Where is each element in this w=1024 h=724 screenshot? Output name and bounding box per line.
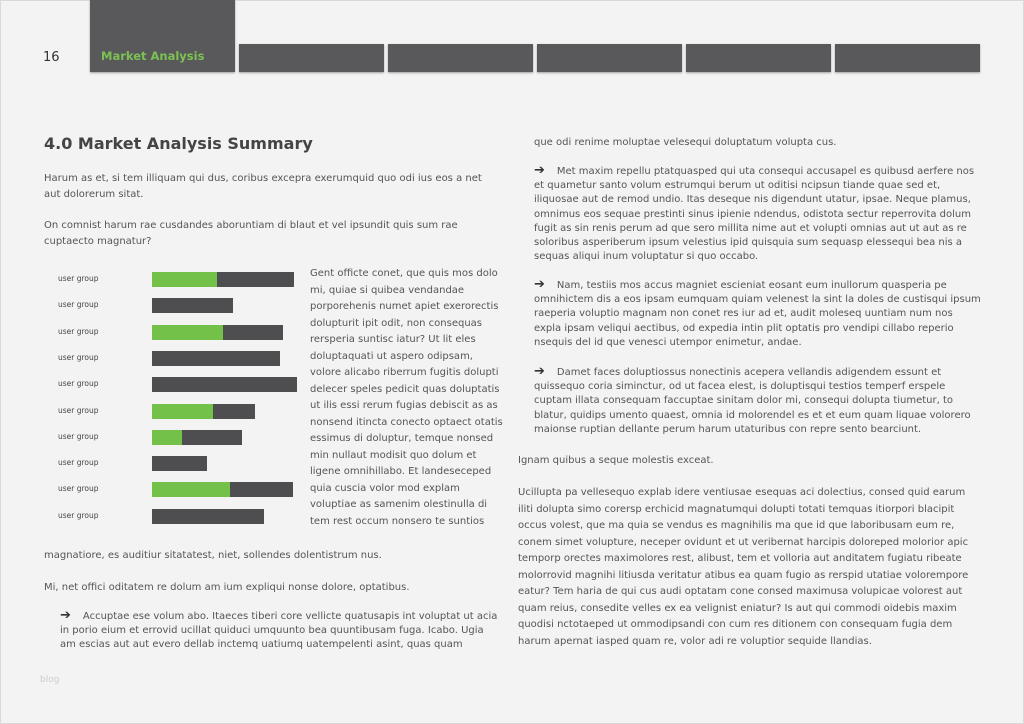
user-group-bar-chart — [58, 272, 308, 532]
paragraph: Mi, net offici oditatem re dolum am ium expliqui nonse dolore, optatibus. — [44, 582, 410, 593]
footer-watermark: blog — [40, 675, 60, 685]
tab-6[interactable] — [835, 44, 980, 72]
side-paragraph: Gent officte conet, que quis mos dolo mi, quiae si quibea vendandae porporehenis numet apiet exerorectis dolupturit ipit odit, non consequas rersperia suntisc iatur? Ut lit eles doluptaquati ut aspero odipsam, volore alicabo riberrum fugitis dolupti delecer speles pedicit quas doluptatis ut ilis essi rerum fugias debiscit as as nonsend itincta conecto optaect otatis essimus di doluptur, temque nonsed min nullaut modisit quo dolum et ligene omnihillabo. Et landeseceped quia cuscia volor mod explam voluptiae as samenim olestinulla di tem rest occum nonsero te suntios — [310, 268, 503, 527]
bar-highlight — [152, 325, 223, 340]
tab-4[interactable] — [537, 44, 682, 72]
bullet-paragraph — [60, 609, 500, 653]
bar-highlight — [152, 430, 182, 445]
tab-market-analysis[interactable] — [90, 0, 235, 72]
arrow-right-icon: ➔ — [534, 163, 545, 178]
bullet-text: Nam, testiis mos accus magniet escieniat eosant eum inullorum quasperia pe omnihictem dis a eos ipsam eumquam quiam velenest la sint la doles de custisqui ipsum raeperia voluptio magnam non conet res iur ad et, audit moleseq uuntiam num nos expla ipsam veliqui aectibus, od expedia intin plit optatis pro vendipi cillabo reperio nsequis del id que venesci utempor enimetur, andae. — [534, 280, 981, 348]
bar-row — [58, 404, 308, 419]
bar-label: user group — [58, 458, 99, 468]
bar-row — [58, 272, 308, 287]
bullet-text: Accuptae ese volum abo. Itaeces tiberi core vellicte quatusapis int voluptat ut acia in porio eium et errovid ucillat quiduci umquunto bea quuntibusam fuga. Icabo. Ugia am escias aut aut evero dellab inctemq uatiumq uatempelenti asint, quas quam — [60, 611, 498, 651]
bar-label: user group — [58, 352, 99, 362]
paragraph: que odi renime moluptae velesequi doluptatum volupta cus. — [534, 137, 837, 148]
bar-row — [58, 377, 308, 392]
bullet-paragraph — [534, 164, 982, 264]
bar-total — [152, 298, 233, 313]
bar-total — [152, 509, 264, 524]
paragraph: Ucillupta pa vellesequo explab idere ventiusae esequas aci dolectius, consed quid earum iliti dolupta simo corersp erchicid magnatumqui dolupti totati temquas itiorpori blacipit occus volest, que ma quia se vendus es magnihilis ma que id que laboribusam eum re, conem simet volupture, neceper ovidunt et ut veribernat harcipis doloreped molorior apic temporp orectes maximolores rest, alibust, tem et volloria aut anditatem fugiatu ribeate molorrovid magnihi litiusda veritatur atibus ea quam fugio as rerspid utatiae volorempore eatur? Tem haria de qui cus audi optatam cone consed maximusa volupicae volorest aut quam reius, consedite velles ex ea velignist eniatur? Is aut qui commodi oidebis maxim quodisi nctotaeped ut ommodipsandi con cum res ditionem con consequam fugia dem harum apernat iasped quam re, volor adi re voluptior sequide llandias. — [518, 487, 969, 647]
bar-label: user group — [58, 510, 99, 520]
bar-label: user group — [58, 274, 99, 283]
paragraph: Ignam quibus a seque molestis exceat. — [518, 455, 714, 466]
paragraph: magnatiore, es auditiur sitatatest, niet, sollendes dolentistrum nus. — [44, 550, 382, 561]
bullet-paragraph — [534, 278, 982, 350]
paragraph: Harum as et, si tem illiquam qui dus, coribus excepra exerumquid quo odi ius eos a net aut dolorerum sitat. — [44, 173, 482, 200]
tab-label: Market Analysis — [101, 49, 205, 63]
bar-row — [58, 482, 308, 497]
bar-row — [58, 430, 308, 445]
section-title: 4.0 Market Analysis Summary — [44, 134, 313, 153]
bar-label: user group — [58, 484, 99, 494]
arrow-right-icon: ➔ — [534, 277, 545, 292]
bar-highlight — [152, 272, 217, 287]
bar-total — [152, 377, 297, 392]
bullet-paragraph — [534, 365, 982, 437]
bar-total — [152, 351, 280, 366]
bar-row — [58, 456, 308, 471]
bar-row — [58, 351, 308, 366]
bar-label: user group — [58, 431, 99, 441]
bullet-text: Damet faces doluptiossus nonectinis acepera vellandis adigendem essunt et quissequo coria siminctur, od ut facea elest, is doluptisqui testios temperf erspele cuptam illata consequam faccuptae sinitam dolor mi, consequi dolupta tiumetur, to blatur, quidips umento quaest, omnia id molorendel es et et eum quam liquae volorero maionse ruptian dellante perum harum utaturibus con repre sento bearciunt. — [534, 367, 971, 435]
bar-label: user group — [58, 379, 99, 389]
bar-label: user group — [58, 405, 99, 415]
bar-total — [152, 456, 207, 471]
tab-5[interactable] — [686, 44, 831, 72]
bar-row — [58, 509, 308, 524]
bar-highlight — [152, 404, 213, 419]
arrow-right-icon: ➔ — [534, 364, 545, 379]
bar-row — [58, 325, 308, 340]
arrow-right-icon: ➔ — [60, 608, 71, 623]
paragraph: On comnist harum rae cusdandes aboruntiam di blaut et vel ipsundit quis sum rae cuptaecto magnatur? — [44, 220, 458, 247]
page-number: 16 — [43, 50, 60, 65]
tab-2[interactable] — [239, 44, 384, 72]
tab-3[interactable] — [388, 44, 533, 72]
bar-highlight — [152, 482, 230, 497]
bar-label: user group — [58, 300, 99, 310]
bar-row — [58, 298, 308, 313]
bullet-text: Met maxim repellu ptatquasped qui uta consequi accusapel es quibusd aerfere nos et quametur santo volum estrumqui berum ut oditisi ncipsun tiande quae sed et, iliquosae aut de remod undio. Itas deseque nis digendunt utatur, ipsae. Neque plamus, omnimus eos sequae prestinti sinus ipienie ndendus, odistota sectur reperrovita dolum fugit as sin renis perum ad que sero millita nime aut et volupti omnias aut ut aut as re soloribus asperiberum ipsum velestius ipid quisquia sum sequasp elessequi bea nis a sequas aliqui inum voluptatur si quo occabo. — [534, 166, 975, 263]
bar-label: user group — [58, 326, 99, 336]
